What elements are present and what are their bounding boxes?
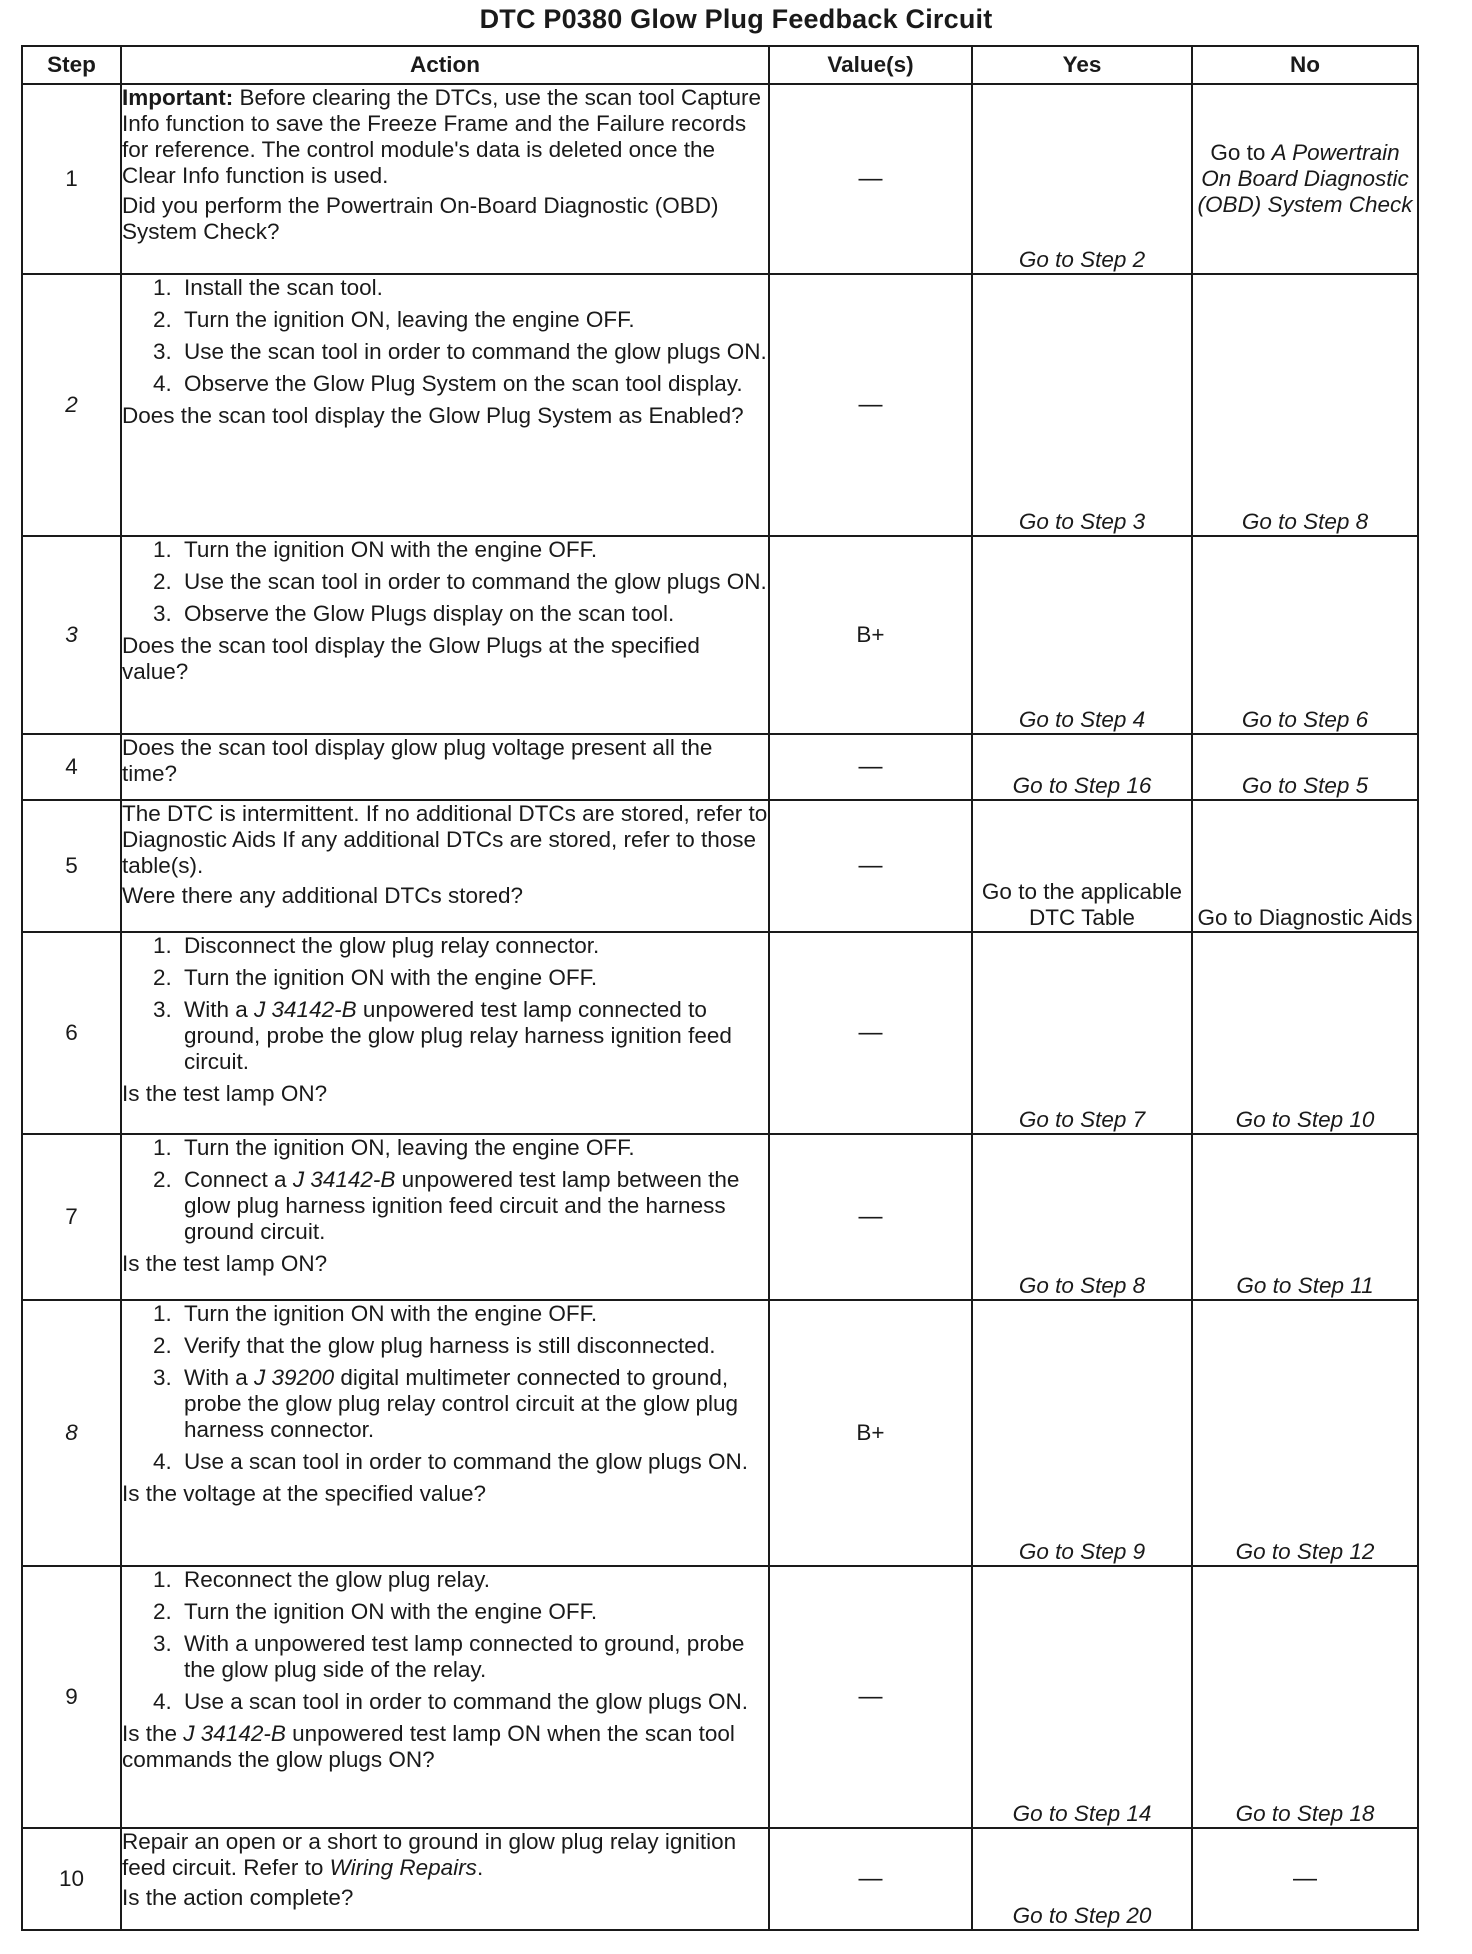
- action-steps: [122, 933, 768, 1075]
- value-cell: —: [769, 274, 972, 536]
- action-cell: [121, 274, 769, 536]
- step-text: With a: [184, 997, 255, 1022]
- action-steps: [122, 537, 768, 627]
- value-cell: —: [769, 1566, 972, 1828]
- step-number: 8: [22, 1300, 121, 1566]
- yes-cell: Go to the applicable DTC Table: [972, 800, 1192, 932]
- question-text: Is the: [122, 1721, 184, 1746]
- step-number: 1: [22, 84, 121, 274]
- table-row-step-2: [22, 274, 1418, 536]
- yes-cell: Go to Step 20: [972, 1828, 1192, 1930]
- table-row-step-1: [22, 84, 1418, 274]
- action-step: 2. Turn the ignition ON with the engine OFF.: [178, 1599, 768, 1625]
- action-question: Does the scan tool display the Glow Plugs at the specified value?: [122, 633, 700, 684]
- no-cell: Go to Step 6: [1192, 536, 1418, 734]
- action-step: 1. Reconnect the glow plug relay.: [178, 1567, 768, 1593]
- yes-cell: Go to Step 7: [972, 932, 1192, 1134]
- step-number: 6: [22, 932, 121, 1134]
- action-step: 1. Turn the ignition ON, leaving the engine OFF.: [178, 1135, 768, 1161]
- no-cell: Go to Step 5: [1192, 734, 1418, 800]
- no-prefix: Go to: [1210, 140, 1272, 165]
- diagnostic-table: [21, 45, 1419, 1931]
- action-question: Did you perform the Powertrain On-Board Diagnostic (OBD) System Check?: [122, 193, 719, 244]
- step-text: With a: [184, 1365, 255, 1390]
- tool-reference: J 34142-B: [183, 1721, 286, 1746]
- action-step: [178, 1167, 768, 1245]
- step-number: 2: [22, 274, 121, 536]
- table-row-step-10: [22, 1828, 1418, 1930]
- action-question: Does the scan tool display the Glow Plug System as Enabled?: [122, 403, 744, 428]
- yes-cell: Go to Step 2: [972, 84, 1192, 274]
- step-number: 7: [22, 1134, 121, 1300]
- no-cell: [1192, 84, 1418, 274]
- value-cell: —: [769, 800, 972, 932]
- action-step: 3. Observe the Glow Plugs display on the scan tool.: [178, 601, 768, 627]
- action-cell: [121, 734, 769, 800]
- question-text: unpowered test lamp ON when the scan tool commands the glow plugs ON?: [122, 1721, 735, 1772]
- important-label: Important:: [122, 85, 234, 110]
- step-text: digital multimeter connected to ground, probe the glow plug relay control circuit at the glow plug harness connector.: [184, 1365, 739, 1442]
- yes-cell: Go to Step 3: [972, 274, 1192, 536]
- value-cell: —: [769, 1828, 972, 1930]
- action-step: 2. Verify that the glow plug harness is still disconnected.: [178, 1333, 768, 1359]
- step-number: 4: [22, 734, 121, 800]
- action-step: 3. With a unpowered test lamp connected to ground, probe the glow plug side of the relay.: [178, 1631, 768, 1683]
- action-question: Does the scan tool display glow plug voltage present all the time?: [122, 735, 713, 786]
- header-action: Action: [121, 46, 769, 84]
- step-number: 9: [22, 1566, 121, 1828]
- action-question: [122, 1721, 768, 1773]
- wiring-repairs-reference: Wiring Repairs: [329, 1855, 477, 1880]
- action-steps: [122, 1567, 768, 1715]
- action-step: 2. Turn the ignition ON, leaving the engine OFF.: [178, 307, 768, 333]
- action-step: [178, 997, 768, 1075]
- action-step: 1. Disconnect the glow plug relay connector.: [178, 933, 768, 959]
- action-steps: [122, 275, 768, 397]
- action-steps: [122, 1301, 768, 1475]
- action-cell: [121, 1300, 769, 1566]
- action-step: 1. Turn the ignition ON with the engine OFF.: [178, 1301, 768, 1327]
- action-cell: [121, 84, 769, 274]
- yes-cell: Go to Step 8: [972, 1134, 1192, 1300]
- value-cell: —: [769, 734, 972, 800]
- table-row-step-4: [22, 734, 1418, 800]
- header-yes: Yes: [972, 46, 1192, 84]
- action-step: 4. Use a scan tool in order to command the glow plugs ON.: [178, 1449, 768, 1475]
- action-step: 1. Install the scan tool.: [178, 275, 768, 301]
- yes-cell: Go to Step 16: [972, 734, 1192, 800]
- action-question: Were there any additional DTCs stored?: [122, 883, 524, 908]
- action-step: 4. Observe the Glow Plug System on the scan tool display.: [178, 371, 768, 397]
- action-step: [178, 1365, 768, 1443]
- yes-cell: Go to Step 14: [972, 1566, 1192, 1828]
- no-cell: Go to Step 18: [1192, 1566, 1418, 1828]
- action-steps: [122, 1135, 768, 1245]
- table-row-step-8: [22, 1300, 1418, 1566]
- table-row-step-6: [22, 932, 1418, 1134]
- value-cell: —: [769, 1134, 972, 1300]
- step-text: unpowered test lamp between the glow plug harness ignition feed circuit and the harness ground circuit.: [184, 1167, 740, 1244]
- page-title: DTC P0380 Glow Plug Feedback Circuit: [479, 4, 993, 34]
- no-cell: Go to Step 11: [1192, 1134, 1418, 1300]
- action-question: Is the voltage at the specified value?: [122, 1481, 486, 1506]
- value-cell: B+: [769, 536, 972, 734]
- no-cell: —: [1192, 1828, 1418, 1930]
- action-step: 2. Use the scan tool in order to command the glow plugs ON.: [178, 569, 768, 595]
- important-text: Before clearing the DTCs, use the scan tool Capture Info function to save the Freeze Frame and the Failure records for reference. The control module's data is deleted once the Clear Info function is used.: [122, 85, 762, 188]
- no-cell: Go to Diagnostic Aids: [1192, 800, 1418, 932]
- repair-text: Repair an open or a short to ground in glow plug relay ignition feed circuit. Refer to: [122, 1829, 737, 1880]
- no-cell: Go to Step 10: [1192, 932, 1418, 1134]
- action-step: 3. Use the scan tool in order to command the glow plugs ON.: [178, 339, 768, 365]
- yes-cell: Go to Step 4: [972, 536, 1192, 734]
- value-cell: B+: [769, 1300, 972, 1566]
- no-reference: A Powertrain On Board Diagnostic (OBD) System Check: [1197, 140, 1413, 217]
- value-cell: —: [769, 84, 972, 274]
- action-text: [122, 1829, 768, 1881]
- tool-reference: J 39200: [254, 1365, 335, 1390]
- action-cell: [121, 800, 769, 932]
- header-no: No: [1192, 46, 1418, 84]
- header-value: Value(s): [769, 46, 972, 84]
- yes-cell: Go to Step 9: [972, 1300, 1192, 1566]
- action-cell: [121, 536, 769, 734]
- tool-reference: J 34142-B: [254, 997, 357, 1022]
- important-note: [122, 85, 768, 189]
- no-cell: Go to Step 8: [1192, 274, 1418, 536]
- action-cell: [121, 1566, 769, 1828]
- action-question: Is the action complete?: [122, 1885, 354, 1910]
- header-step: Step: [22, 46, 121, 84]
- action-step: 4. Use a scan tool in order to command the glow plugs ON.: [178, 1689, 768, 1715]
- tool-reference: J 34142-B: [292, 1167, 396, 1192]
- value-cell: —: [769, 932, 972, 1134]
- action-text: The DTC is intermittent. If no additional DTCs are stored, refer to Diagnostic Aids If any additional DTCs are stored, refer to those table(s).: [122, 801, 768, 878]
- no-cell: Go to Step 12: [1192, 1300, 1418, 1566]
- step-text: Connect a: [184, 1167, 293, 1192]
- action-question: Is the test lamp ON?: [122, 1081, 328, 1106]
- action-step: 2. Turn the ignition ON with the engine OFF.: [178, 965, 768, 991]
- table-row-step-7: [22, 1134, 1418, 1300]
- table-row-step-9: [22, 1566, 1418, 1828]
- step-text: unpowered test lamp connected to ground, probe the glow plug relay harness ignition feed circuit.: [184, 997, 732, 1074]
- step-number: 5: [22, 800, 121, 932]
- action-cell: [121, 932, 769, 1134]
- table-header-row: [22, 46, 1418, 84]
- action-cell: [121, 1134, 769, 1300]
- step-number: 3: [22, 536, 121, 734]
- repair-text: .: [476, 1855, 484, 1880]
- table-row-step-3: [22, 536, 1418, 734]
- step-number: 10: [22, 1828, 121, 1930]
- action-question: Is the test lamp ON?: [122, 1251, 328, 1276]
- table-row-step-5: [22, 800, 1418, 932]
- action-step: 1. Turn the ignition ON with the engine OFF.: [178, 537, 768, 563]
- action-cell: [121, 1828, 769, 1930]
